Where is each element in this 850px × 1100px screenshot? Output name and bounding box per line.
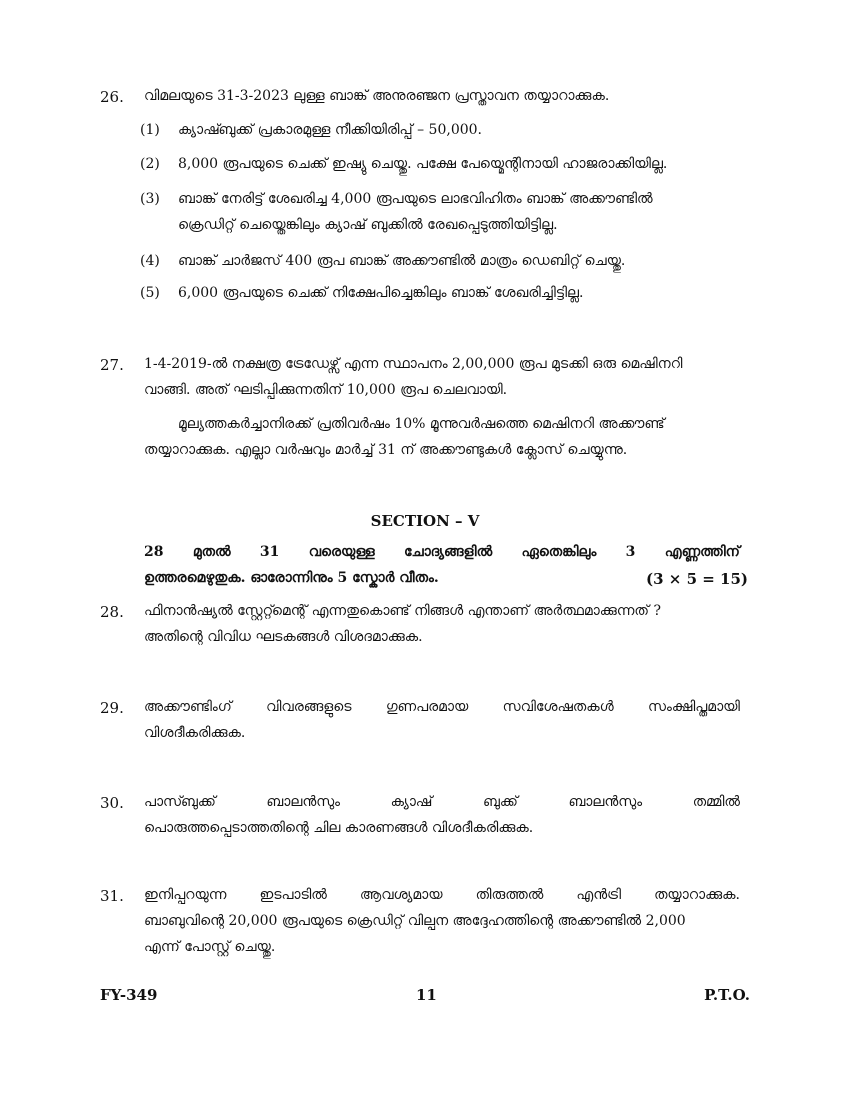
question-word: പാസ്ബുക്ക് bbox=[144, 794, 216, 810]
question-word: ക്യാഷ് bbox=[390, 794, 433, 810]
question-text bbox=[144, 887, 740, 903]
sub-item-number: (1) bbox=[140, 122, 160, 138]
question-word: എൻട്രി bbox=[576, 887, 621, 903]
page-number: 11 bbox=[416, 986, 437, 1004]
instruction-line bbox=[144, 544, 740, 560]
question-number: 26. bbox=[100, 88, 124, 106]
question-word: തമ്മിൽ bbox=[692, 794, 740, 810]
question-word: ആവശ്യമായ bbox=[359, 887, 443, 903]
question-word: സംക്ഷിപ്തമായി bbox=[648, 699, 740, 715]
question-text: ഫിനാൻഷ്യൽ സ്റ്റേറ്റ്മെന്റ് എന്നതുകൊണ്ട് നിങ്ങൾ എന്താണ് അർത്ഥമാക്കുന്നത് ? bbox=[144, 603, 661, 619]
question-text: 1-4-2019-ൽ നക്ഷത്ര ട്രേഡേഴ്സ് എന്ന സ്ഥാപനം 2,00,000 രൂപ മുടക്കി ഒരു മെഷിനറി bbox=[144, 356, 683, 372]
question-number: 28. bbox=[100, 603, 124, 621]
question-word: ഗുണപരമായ bbox=[385, 699, 469, 715]
question-word: അക്കൗണ്ടിംഗ് bbox=[144, 699, 232, 715]
sub-item-text: 8,000 രൂപയുടെ ചെക്ക് ഇഷ്യു ചെയ്തു. പക്ഷേ പേയ്മെന്റിനായി ഹാജരാക്കിയില്ല. bbox=[178, 156, 668, 172]
question-text: തയ്യാറാക്കുക. എല്ലാ വർഷവും മാർച്ച് 31 ന് അക്കൗണ്ടുകൾ ക്ലോസ് ചെയ്യുന്നു. bbox=[144, 442, 628, 458]
question-word: വിവരങ്ങളുടെ bbox=[266, 699, 352, 715]
sub-item-number: (4) bbox=[140, 253, 160, 269]
sub-item-number: (3) bbox=[140, 191, 160, 207]
question-number: 27. bbox=[100, 356, 124, 374]
question-number: 30. bbox=[100, 794, 124, 812]
marks-label: (3 × 5 = 15) bbox=[646, 570, 748, 588]
question-word: ബുക്ക് bbox=[483, 794, 518, 810]
question-word: സവിശേഷതകൾ bbox=[502, 699, 614, 715]
pto-label: P.T.O. bbox=[704, 986, 750, 1004]
sub-item-number: (5) bbox=[140, 285, 160, 301]
instruction-word: 3 bbox=[625, 544, 636, 560]
sub-item-text: ബാങ്ക് ചാർജസ് 400 രൂപ ബാങ്ക് അക്കൗണ്ടിൽ മാത്രം ഡെബിറ്റ് ചെയ്തു. bbox=[178, 253, 626, 269]
question-text: പൊരുത്തപ്പെടാത്തതിന്റെ ചില കാരണങ്ങൾ വിശദീകരിക്കുക. bbox=[144, 820, 534, 836]
question-word: ഇടപാടിൽ bbox=[259, 887, 327, 903]
instruction-word: എണ്ണത്തിന് bbox=[664, 544, 740, 560]
instruction-word: മുതൽ bbox=[192, 544, 231, 560]
sub-item-text: 6,000 രൂപയുടെ ചെക്ക് നിക്ഷേപിച്ചെങ്കിലും ബാങ്ക് ശേഖരിച്ചിട്ടില്ല. bbox=[178, 285, 584, 301]
question-text: വിശദീകരിക്കുക. bbox=[144, 725, 246, 741]
question-text: അതിന്റെ വിവിധ ഘടകങ്ങൾ വിശദമാക്കുക. bbox=[144, 629, 423, 645]
question-word: ബാലൻസും bbox=[266, 794, 341, 810]
question-word: തിരുത്തൽ bbox=[475, 887, 544, 903]
question-text: എന്ന് പോസ്റ്റ് ചെയ്തു. bbox=[144, 939, 276, 955]
question-text bbox=[144, 794, 740, 810]
question-number: 31. bbox=[100, 887, 124, 905]
paper-code: FY-349 bbox=[100, 986, 158, 1004]
question-word: തയ്യാറാക്കുക. bbox=[654, 887, 740, 903]
sub-item-text: ബാങ്ക് നേരിട്ട് ശേഖരിച്ച 4,000 രൂപയുടെ ലാഭവിഹിതം ബാങ്ക് അക്കൗണ്ടിൽ bbox=[178, 191, 653, 207]
sub-item-number: (2) bbox=[140, 156, 160, 172]
instruction-word: ഏതെങ്കിലും bbox=[521, 544, 597, 560]
question-text: മൂല്യത്തകർച്ചാനിരക്ക് പ്രതിവർഷം 10% മൂന്നുവർഷത്തെ മെഷിനറി അക്കൗണ്ട് bbox=[178, 416, 665, 432]
instruction-word: ചോദ്യങ്ങളിൽ bbox=[403, 544, 493, 560]
question-word: ഇനിപ്പറയുന്ന bbox=[144, 887, 227, 903]
instruction-word: വരെയുള്ള bbox=[308, 544, 375, 560]
question-word: ബാലൻസും bbox=[568, 794, 643, 810]
question-text: വാങ്ങി. അത് ഘടിപ്പിക്കുന്നതിന് 10,000 രൂപ ചെലവായി. bbox=[144, 382, 508, 398]
instruction-line: ഉത്തരമെഴുതുക. ഓരോന്നിനും 5 സ്കോർ വീതം. bbox=[144, 570, 439, 586]
instruction-word: 28 bbox=[144, 544, 164, 560]
question-text: വിമലയുടെ 31-3-2023 ലുള്ള ബാങ്ക് അനുരഞ്ജന പ്രസ്താവന തയ്യാറാക്കുക. bbox=[144, 88, 610, 104]
sub-item-text: ക്രെഡിറ്റ് ചെയ്തെങ്കിലും ക്യാഷ് ബുക്കിൽ രേഖപ്പെടുത്തിയിട്ടില്ല. bbox=[178, 217, 558, 233]
question-number: 29. bbox=[100, 699, 124, 717]
section-title: SECTION – V bbox=[370, 512, 480, 530]
instruction-word: 31 bbox=[259, 544, 280, 560]
question-text: ബാബുവിന്റെ 20,000 രൂപയുടെ ക്രെഡിറ്റ് വില്പന അദ്ദേഹത്തിന്റെ അക്കൗണ്ടിൽ 2,000 bbox=[144, 913, 686, 929]
sub-item-text: ക്യാഷ്ബുക്ക് പ്രകാരമുള്ള നീക്കിയിരിപ്പ് – 50,000. bbox=[178, 122, 482, 138]
question-text bbox=[144, 699, 740, 715]
